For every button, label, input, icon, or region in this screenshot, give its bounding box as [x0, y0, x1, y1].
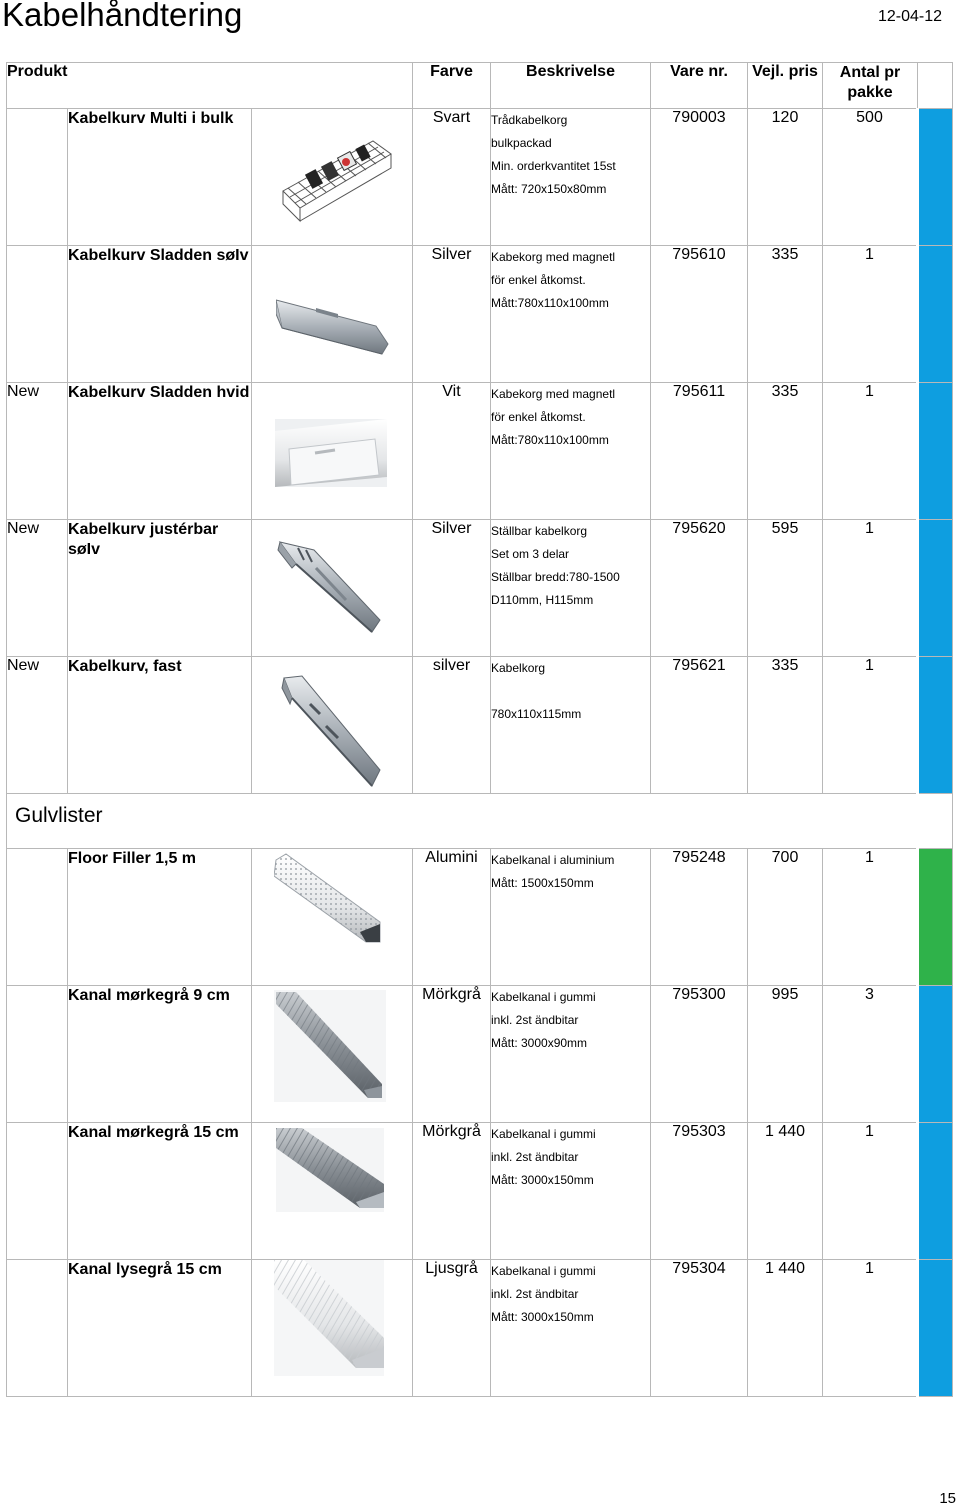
- description-line: Kabelkanal i gummi: [491, 1264, 596, 1278]
- new-label: [7, 1260, 68, 1397]
- new-label: New: [7, 520, 68, 657]
- product-name: Kanal lysegrå 15 cm: [68, 1260, 252, 1397]
- product-number: 795248: [651, 849, 748, 986]
- header-produkt: Produkt: [7, 63, 413, 109]
- description-line: Mått:780x110x100mm: [491, 296, 609, 310]
- product-name: Kabelkurv, fast: [68, 657, 252, 794]
- header-row: [7, 63, 953, 109]
- product-description: [491, 657, 651, 794]
- rubber-channel-light-icon: [274, 1260, 384, 1381]
- description-line: Mått: 3000x150mm: [491, 1310, 594, 1324]
- product-color: Silver: [413, 246, 491, 383]
- product-name: Floor Filler 1,5 m: [68, 849, 252, 986]
- product-number: 795620: [651, 520, 748, 657]
- product-color: silver: [413, 657, 491, 794]
- fixed-tray-icon: [280, 674, 388, 797]
- header-beskrivelse: Beskrivelse: [491, 63, 651, 109]
- product-row: [7, 849, 953, 986]
- product-number: 795621: [651, 657, 748, 794]
- description-line: [491, 680, 650, 703]
- product-description: [491, 383, 651, 520]
- description-line: Mått: 3000x90mm: [491, 1036, 588, 1050]
- new-label: [7, 109, 68, 246]
- description-line: Kabelkanal i gummi: [491, 1127, 596, 1141]
- product-pack-qty: 3: [823, 986, 918, 1123]
- product-pack-qty: 1: [823, 383, 918, 520]
- color-stripe: [918, 383, 953, 520]
- color-stripe: [918, 1123, 953, 1260]
- product-price: 335: [748, 383, 823, 520]
- new-label: [7, 849, 68, 986]
- description-line: Min. orderkvantitet 15st: [491, 159, 616, 173]
- description-line: Trådkabelkorg: [491, 113, 568, 127]
- product-price: 700: [748, 849, 823, 986]
- description-line: Mått: 3000x150mm: [491, 1173, 594, 1187]
- color-stripe: [918, 246, 953, 383]
- page-title: Kabelhåndtering: [2, 0, 243, 33]
- cable-tray-white-icon: [275, 419, 387, 492]
- product-name: Kanal mørkegrå 15 cm: [68, 1123, 252, 1260]
- description-line: Mått: 720x150x80mm: [491, 182, 607, 196]
- product-color: Svart: [413, 109, 491, 246]
- description-line: Mått: 1500x150mm: [491, 876, 594, 890]
- product-pack-qty: 1: [823, 657, 918, 794]
- product-pack-qty: 500: [823, 109, 918, 246]
- product-number: 795610: [651, 246, 748, 383]
- product-color: Silver: [413, 520, 491, 657]
- product-description: [491, 109, 651, 246]
- product-number: 795303: [651, 1123, 748, 1260]
- product-number: 795300: [651, 986, 748, 1123]
- description-line: Mått:780x110x100mm: [491, 433, 609, 447]
- product-number: 795304: [651, 1260, 748, 1397]
- product-name: Kabelkurv justérbar søIv: [68, 520, 252, 657]
- product-name: Kabelkurv Multi i bulk: [68, 109, 252, 246]
- product-price: 120: [748, 109, 823, 246]
- description-line: Kabelkorg: [491, 661, 546, 675]
- color-stripe: [918, 849, 953, 986]
- description-line: Kabekorg med magnetl: [491, 250, 616, 264]
- page-date: 12-04-12: [877, 8, 942, 25]
- page-number: 15: [939, 1490, 956, 1507]
- header-antal-line1: Antal pr: [839, 64, 901, 81]
- product-color: Alumini: [413, 849, 491, 986]
- color-stripe: [918, 1260, 953, 1397]
- description-line: Kabekorg med magnetl: [491, 387, 616, 401]
- color-stripe: [918, 520, 953, 657]
- product-number: 795611: [651, 383, 748, 520]
- description-line: 780x110x115mm: [491, 707, 582, 721]
- adjustable-tray-icon: [276, 538, 390, 641]
- section-title: Gulvlister: [7, 794, 953, 849]
- new-label: New: [7, 657, 68, 794]
- description-line: Set om 3 delar: [491, 547, 570, 561]
- product-color: Ljusgrå: [413, 1260, 491, 1397]
- product-name: Kanal mørkegrå 9 cm: [68, 986, 252, 1123]
- product-row: [7, 1123, 953, 1260]
- new-label: [7, 246, 68, 383]
- description-line: Ställbar bredd:780-1500: [491, 570, 620, 584]
- product-description: [491, 1123, 651, 1260]
- product-price: 995: [748, 986, 823, 1123]
- header-antal-line2: pakke: [847, 84, 893, 101]
- product-pack-qty: 1: [823, 1123, 918, 1260]
- product-row: [7, 520, 953, 657]
- product-number: 790003: [651, 109, 748, 246]
- cable-tray-icon: [276, 292, 394, 367]
- description-line: för enkel åtkomst.: [491, 410, 586, 424]
- product-description: [491, 520, 651, 657]
- rubber-channel-icon: [274, 990, 386, 1107]
- description-line: inkl. 2st ändbitar: [491, 1287, 579, 1301]
- product-pack-qty: 1: [823, 1260, 918, 1397]
- color-stripe: [918, 986, 953, 1123]
- header-pris: Vejl. pris: [748, 63, 823, 109]
- product-row: [7, 1260, 953, 1397]
- description-line: D110mm, H115mm: [491, 593, 594, 607]
- description-line: inkl. 2st ändbitar: [491, 1150, 579, 1164]
- header-antal: [823, 63, 918, 109]
- description-line: inkl. 2st ändbitar: [491, 1013, 579, 1027]
- section-row: [7, 794, 953, 849]
- product-color: Mörkgrå: [413, 1123, 491, 1260]
- header-vare-nr: Vare nr.: [651, 63, 748, 109]
- product-price: 1 440: [748, 1260, 823, 1397]
- product-description: [491, 246, 651, 383]
- product-description: [491, 986, 651, 1123]
- color-stripe: [918, 109, 953, 246]
- product-row: [7, 986, 953, 1123]
- product-table: [6, 62, 953, 1397]
- new-label: [7, 986, 68, 1123]
- product-name: Kabelkurv Sladden søIv: [68, 246, 252, 383]
- product-description: [491, 1260, 651, 1397]
- header-stripe: [918, 63, 953, 109]
- description-line: bulkpackad: [491, 136, 552, 150]
- description-line: Ställbar kabelkorg: [491, 524, 588, 538]
- product-pack-qty: 1: [823, 520, 918, 657]
- rubber-channel-wide-icon: [276, 1128, 384, 1217]
- product-pack-qty: 1: [823, 246, 918, 383]
- product-row: [7, 246, 953, 383]
- wire-basket-icon: [278, 126, 396, 231]
- header-farve: Farve: [413, 63, 491, 109]
- product-description: [491, 849, 651, 986]
- product-color: Vit: [413, 383, 491, 520]
- product-pack-qty: 1: [823, 849, 918, 986]
- product-price: 335: [748, 657, 823, 794]
- floor-channel-icon: [274, 852, 386, 949]
- product-row: [7, 657, 953, 794]
- product-name: Kabelkurv Sladden hvid: [68, 383, 252, 520]
- product-row: [7, 109, 953, 246]
- description-line: för enkel åtkomst.: [491, 273, 586, 287]
- new-label: [7, 1123, 68, 1260]
- product-row: [7, 383, 953, 520]
- product-color: Mörkgrå: [413, 986, 491, 1123]
- description-line: Kabelkanal i aluminium: [491, 853, 615, 867]
- description-line: Kabelkanal i gummi: [491, 990, 596, 1004]
- product-price: 335: [748, 246, 823, 383]
- new-label: New: [7, 383, 68, 520]
- product-price: 595: [748, 520, 823, 657]
- product-price: 1 440: [748, 1123, 823, 1260]
- color-stripe: [918, 657, 953, 794]
